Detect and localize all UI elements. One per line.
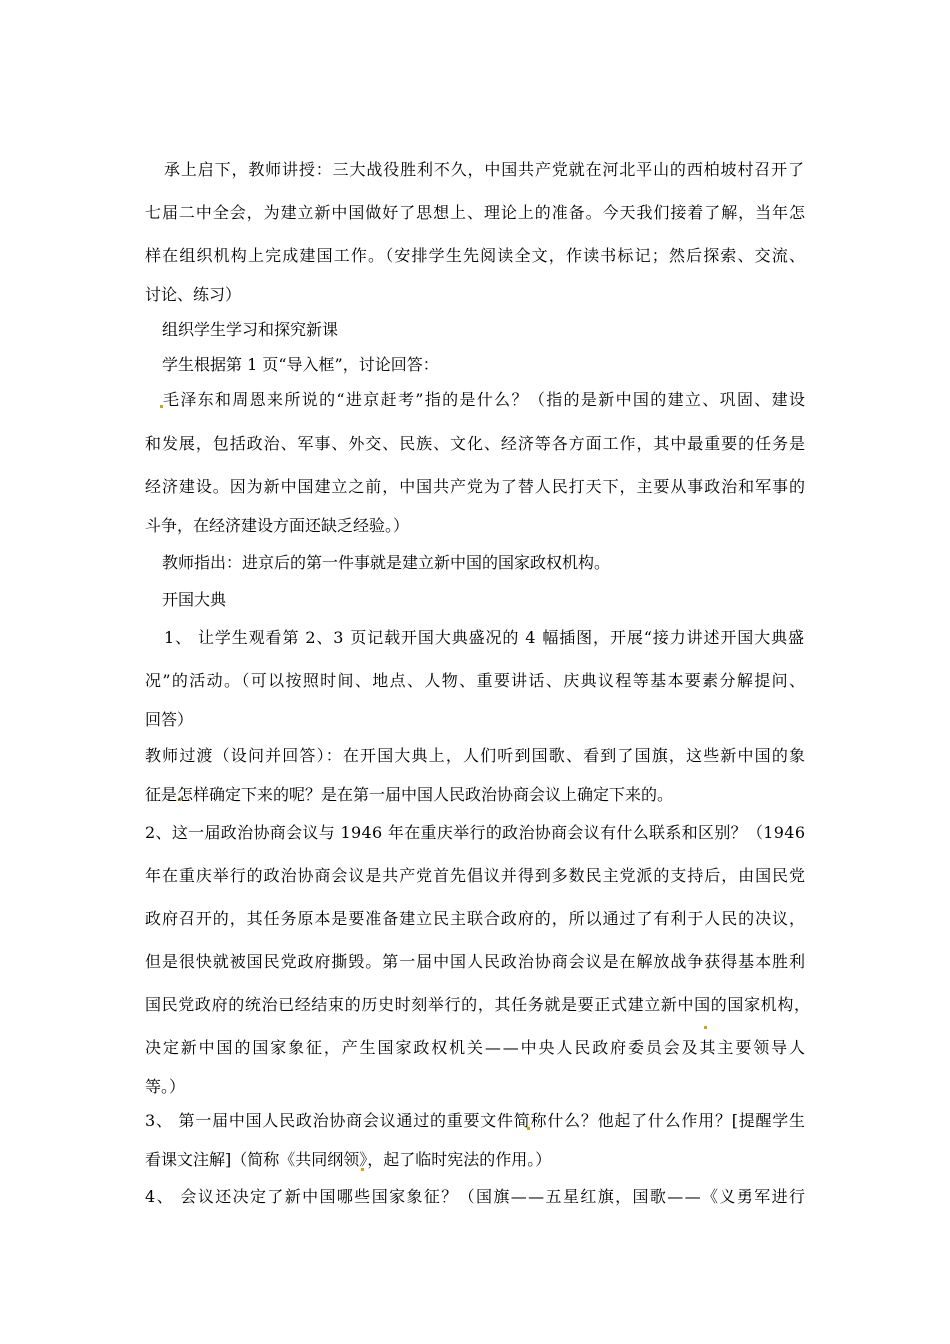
text-line-18: 2、这一届政治协商会议与 1946 年在重庆举行的政治协商会议有什么联系和区别？（1946 bbox=[145, 823, 806, 842]
text-line-13: 1、 让学生观看第 2、3 页记载开国大典盛况的 4 幅插图，开展“接力讲述开国大典盛 bbox=[164, 628, 805, 647]
text-line-15: 回答） bbox=[145, 710, 194, 729]
text-line-25: 3、 第一届中国人民政治协商会议通过的重要文件简称什么？他起了什么作用？[提醒学生 bbox=[145, 1111, 806, 1130]
text-line-8: 和发展，包括政治、军事、外交、民族、文化、经济等各方面工作，其中最重要的任务是 bbox=[145, 434, 806, 453]
text-line-6: 学生根据第 1 页“导入框”，讨论回答： bbox=[162, 355, 439, 374]
text-line-1: 承上启下，教师讲授：三大战役胜利不久，中国共产党就在河北平山的西柏坡村召开了 bbox=[164, 160, 805, 179]
text-line-10: 斗争，在经济建设方面还缺乏经验。） bbox=[145, 516, 410, 535]
text-line-24: 等。） bbox=[145, 1077, 186, 1096]
text-line-11: 教师指出：进京后的第一件事就是建立新中国的国家政权机构。 bbox=[162, 553, 611, 572]
text-line-27: 4、 会议还决定了新中国哪些国家象征？（国旗——五星红旗，国歌——《义勇军进行 bbox=[145, 1187, 807, 1206]
text-line-3: 样在组织机构上完成建国工作。（安排学生先阅读全文，作读书标记；然后探索、交流、 bbox=[145, 246, 807, 265]
text-line-16: 教师过渡（设问并回答）：在开国大典上，人们听到国歌、看到了国旗，这些新中国的象 bbox=[145, 746, 807, 765]
text-line-22: 国民党政府的统治已经结束的历史时刻举行的，其任务就是要正式建立新中国的国家机构， bbox=[145, 995, 811, 1014]
marker-dot bbox=[704, 1026, 707, 1029]
text-line-23: 决定新中国的国家象征，产生国家政权机关——中央人民政府委员会及其主要领导人 bbox=[145, 1038, 807, 1057]
text-line-17: 征是怎样确定下来的呢？是在第一届中国人民政治协商会议上确定下来的。 bbox=[145, 785, 674, 804]
text-line-26: 看课文注解]（简称《共同纲领》，起了临时宪法的作用。） bbox=[145, 1150, 552, 1169]
text-line-9: 经济建设。因为新中国建立之前，中国共产党为了替人民打天下，主要从事政治和军事的 bbox=[145, 477, 806, 496]
text-line-14: 况”的活动。（可以按照时间、地点、人物、重要讲话、庆典议程等基本要素分解提问、 bbox=[145, 671, 807, 690]
text-line-2: 七届二中全会，为建立新中国做好了思想上、理论上的准备。今天我们接着了解，当年怎 bbox=[145, 203, 806, 222]
text-line-21: 但是很快就被国民党政府撕毁。第一届中国人民政治协商会议是在解放战争获得基本胜利 bbox=[145, 952, 806, 971]
text-line-20: 政府召开的，其任务原本是要准备建立民主联合政府的，所以通过了有利于人民的决议， bbox=[145, 909, 806, 928]
text-line-19: 年在重庆举行的政治协商会议是共产党首先倡议并得到多数民主党派的支持后，由国民党 bbox=[145, 866, 806, 885]
text-line-5: 组织学生学习和探究新课 bbox=[162, 320, 339, 339]
text-line-7: 毛泽东和周恩来所说的“进京赶考”指的是什么？（指的是新中国的建立、巩固、建设 bbox=[163, 390, 807, 409]
text-line-4: 讨论、练习） bbox=[145, 285, 242, 304]
text-line-12: 开国大典 bbox=[162, 590, 227, 609]
